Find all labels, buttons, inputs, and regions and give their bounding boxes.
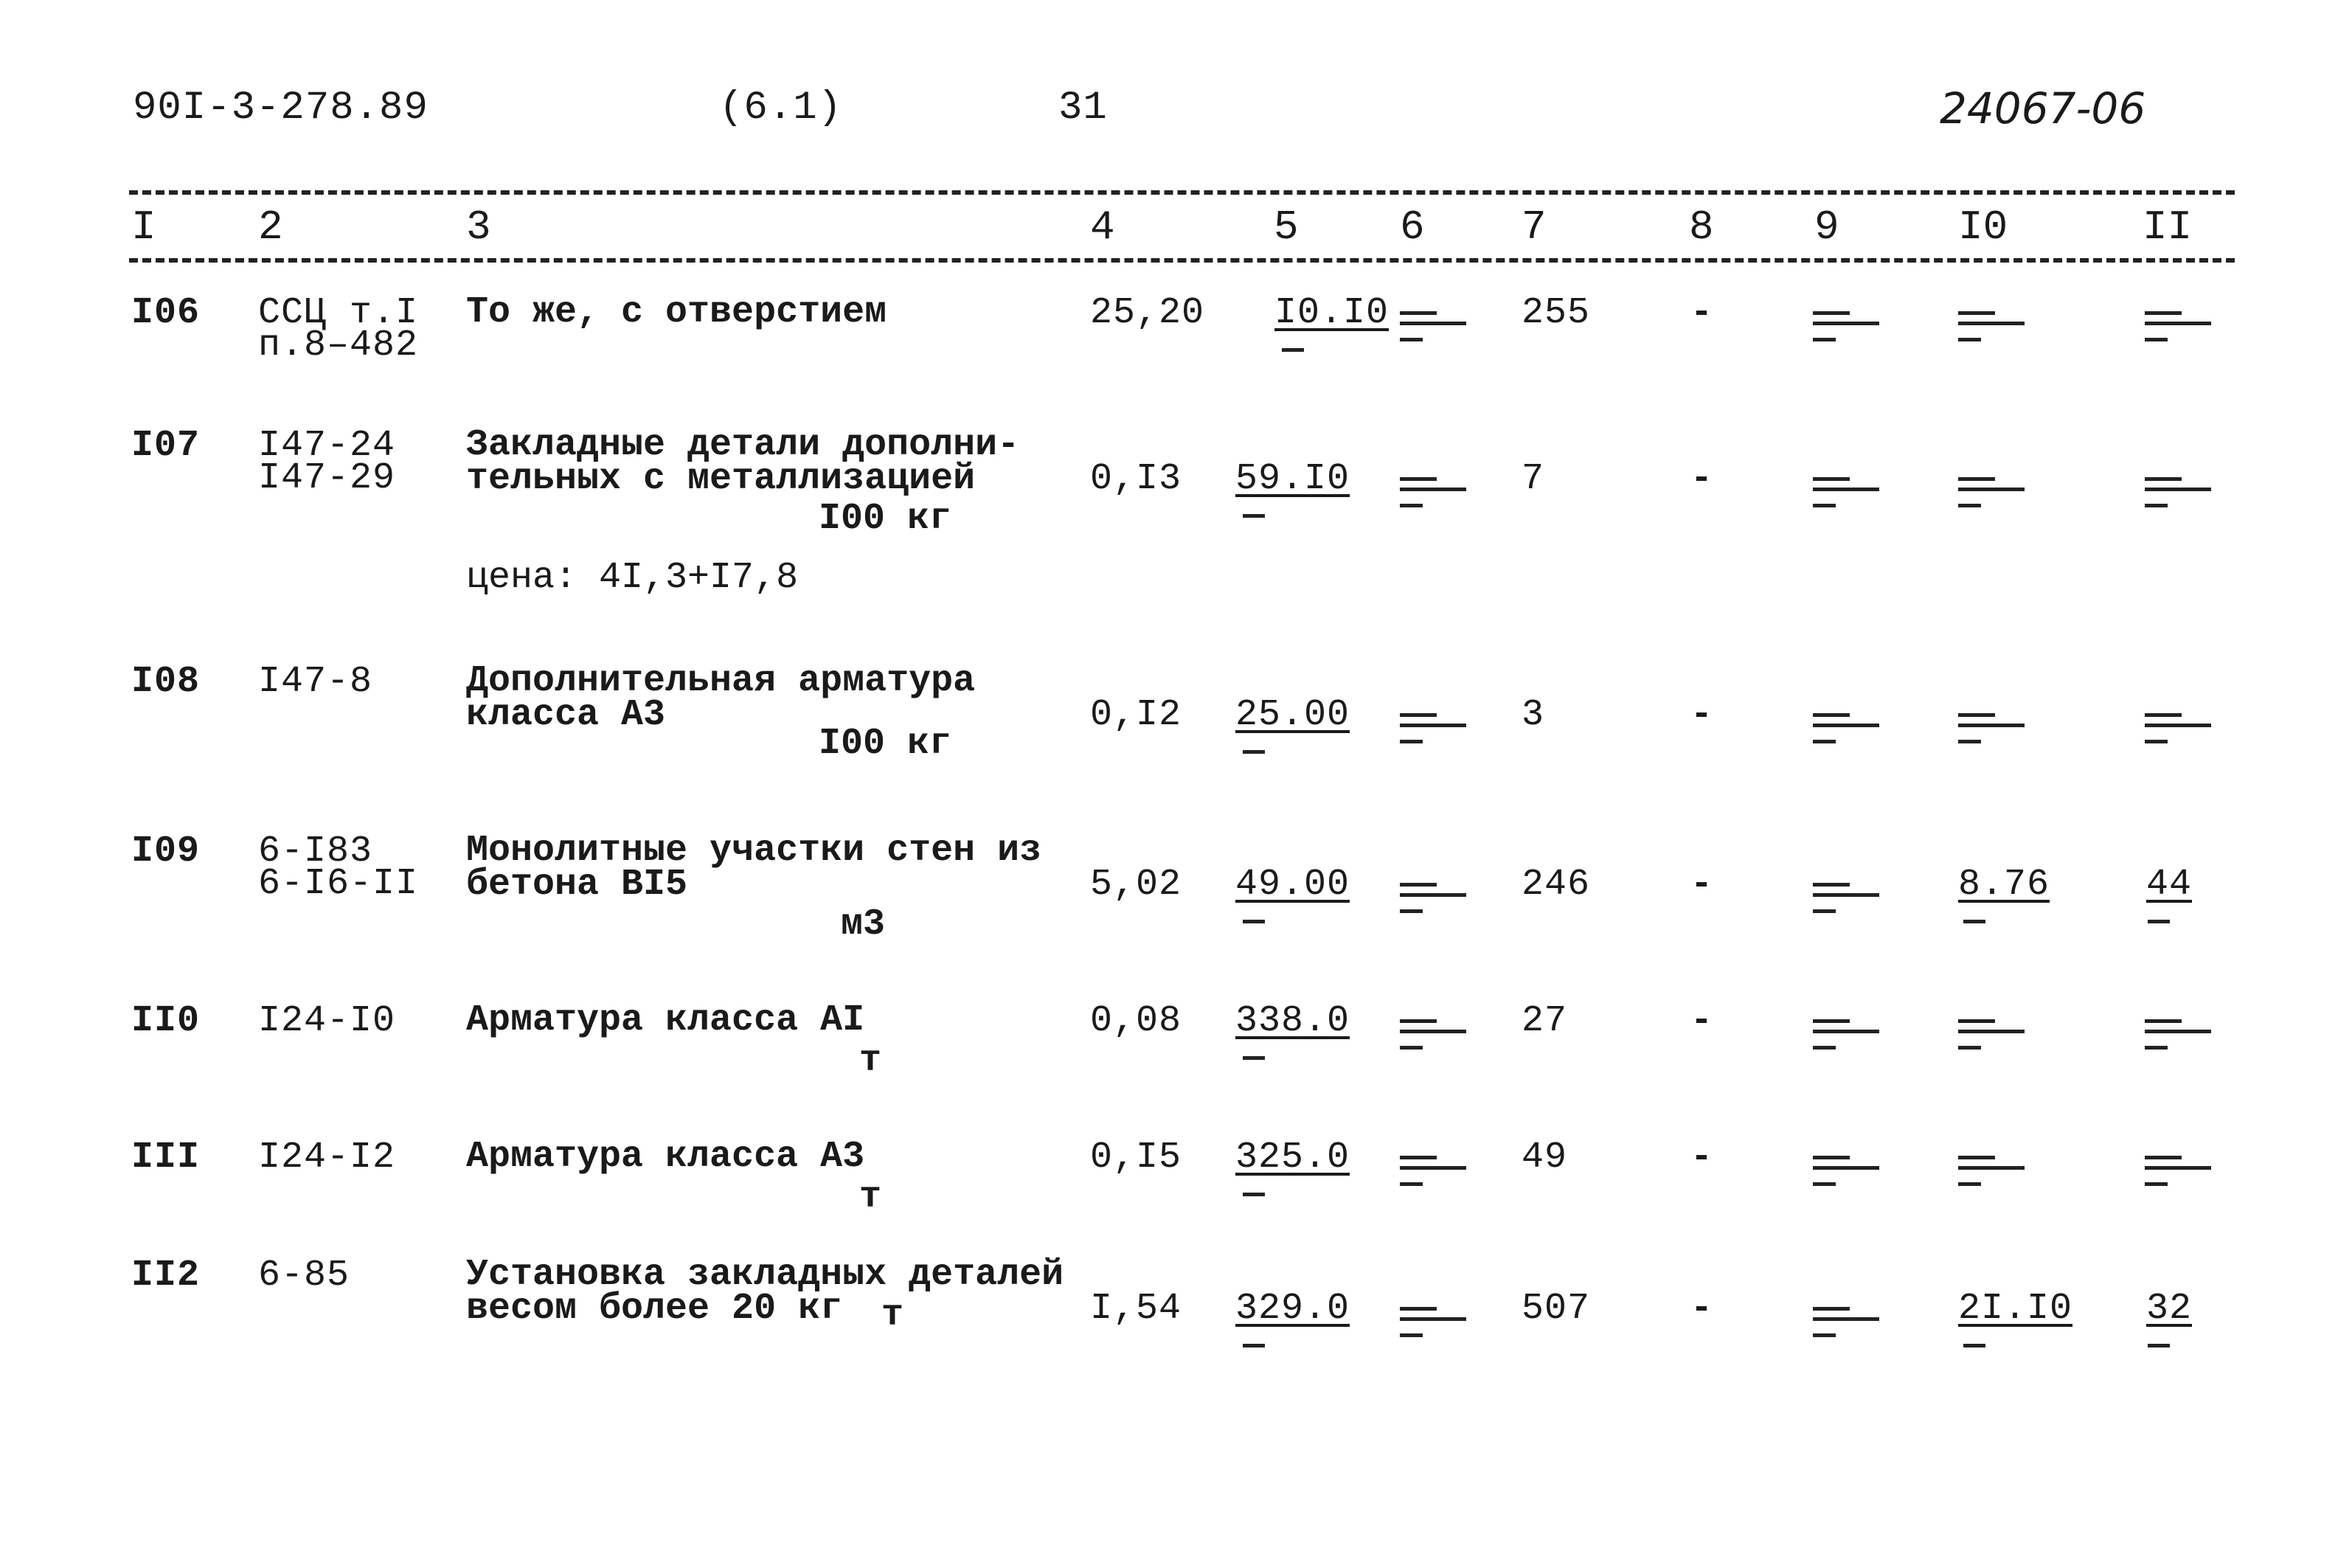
- work-description: класса А3: [466, 694, 666, 736]
- price-code: п.8–482: [258, 325, 419, 367]
- work-description: Закладные детали дополни-: [466, 424, 1020, 466]
- column-header-3: 3: [466, 204, 491, 251]
- column-8-value: -: [1690, 1137, 1714, 1179]
- unit-price: 329.0: [1235, 1288, 1350, 1330]
- work-description: тельных с металлизацией: [466, 458, 976, 500]
- unit-price: 25.00: [1235, 694, 1350, 736]
- row-number: I09: [131, 830, 201, 873]
- column-header-11: II: [2143, 204, 2193, 251]
- dash-mark: [1243, 750, 1265, 754]
- row-number: III: [131, 1137, 201, 1179]
- column-header-10: I0: [1958, 204, 2008, 251]
- total-cost: 255: [1522, 292, 1591, 334]
- unit-of-measure: т: [859, 1040, 882, 1082]
- row-number: II0: [131, 1000, 201, 1042]
- page-number: 31: [1058, 86, 1108, 131]
- price-code: I47-29: [258, 457, 396, 499]
- price-code: I24-I0: [258, 1000, 396, 1042]
- work-description: бетона BI5: [466, 864, 688, 906]
- unit-of-measure: т: [859, 1176, 882, 1218]
- column-8-value: -: [1690, 1288, 1714, 1330]
- dash-mark: [1243, 514, 1265, 518]
- dash-mark: [1963, 920, 1985, 923]
- quantity: 5,02: [1090, 864, 1182, 906]
- price-code: 6-I83: [258, 830, 373, 873]
- column-10-value: 2I.I0: [1958, 1288, 2073, 1330]
- column-header-1: I: [131, 204, 156, 251]
- total-cost: 27: [1522, 1000, 1568, 1042]
- quantity: 0,I5: [1090, 1137, 1182, 1179]
- row-number: I08: [131, 661, 201, 703]
- column-header-6: 6: [1400, 204, 1425, 251]
- dash-mark: [1243, 1344, 1265, 1347]
- header-top-rule: [129, 190, 2235, 195]
- column-header-7: 7: [1522, 204, 1547, 251]
- total-cost: 49: [1522, 1137, 1568, 1179]
- price-code: 6-85: [258, 1255, 350, 1297]
- total-cost: 507: [1522, 1288, 1591, 1330]
- price-code: ССЦ т.I: [258, 292, 419, 334]
- unit-price: I0.I0: [1274, 292, 1390, 334]
- column-8-value: -: [1690, 458, 1714, 500]
- dash-mark: [1282, 348, 1304, 352]
- column-header-9: 9: [1814, 204, 1839, 251]
- price-code: 6-I6-II: [258, 863, 419, 905]
- row-number: I06: [131, 292, 201, 334]
- dash-mark: [1243, 1056, 1265, 1060]
- header-bottom-rule: [129, 258, 2235, 263]
- unit-price: 59.I0: [1235, 458, 1350, 500]
- column-11-value: 44: [2146, 864, 2193, 906]
- unit-of-measure: т: [881, 1294, 904, 1336]
- unit-of-measure: м3: [841, 903, 886, 946]
- column-8-value: -: [1690, 694, 1714, 736]
- total-cost: 246: [1522, 864, 1591, 906]
- dash-mark: [2148, 920, 2170, 923]
- unit-price: 49.00: [1235, 864, 1350, 906]
- dash-mark: [1963, 1344, 1985, 1347]
- work-description: То же, с отверстием: [466, 291, 887, 333]
- work-description: Дополнительная арматура: [466, 660, 976, 702]
- work-description: Монолитные участки стен из: [466, 830, 1042, 872]
- price-note: цена: 4I,3+I7,8: [466, 557, 799, 599]
- total-cost: 7: [1522, 458, 1545, 500]
- column-11-value: 32: [2146, 1288, 2193, 1330]
- unit-price: 325.0: [1235, 1137, 1350, 1179]
- unit-of-measure: I00 кг: [819, 723, 952, 765]
- price-code: I47-8: [258, 661, 373, 703]
- total-cost: 3: [1522, 694, 1545, 736]
- dash-mark: [2148, 1344, 2170, 1347]
- quantity: I,54: [1090, 1288, 1182, 1330]
- quantity: 0,I3: [1090, 458, 1182, 500]
- column-10-value: 8.76: [1958, 864, 2050, 906]
- column-header-5: 5: [1274, 204, 1299, 251]
- work-description: Арматура класса АI: [466, 999, 865, 1041]
- dash-mark: [1243, 1193, 1265, 1196]
- archive-number: 24067-06: [1940, 83, 2146, 133]
- column-header-8: 8: [1689, 204, 1714, 251]
- document-code: 90I-3-278.89: [133, 86, 429, 131]
- dash-mark: [1243, 920, 1265, 923]
- price-code: I24-I2: [258, 1137, 396, 1179]
- work-description: Установка закладных деталей: [466, 1254, 1064, 1296]
- work-description: Арматура класса А3: [466, 1136, 865, 1178]
- price-code: I47-24: [258, 425, 396, 467]
- column-8-value: -: [1690, 1000, 1714, 1042]
- unit-price: 338.0: [1235, 1000, 1350, 1042]
- quantity: 0,08: [1090, 1000, 1182, 1042]
- work-description: весом более 20 кг: [466, 1288, 843, 1330]
- column-header-2: 2: [258, 204, 283, 251]
- column-header-4: 4: [1090, 204, 1115, 251]
- row-number: II2: [131, 1255, 201, 1297]
- column-8-value: -: [1690, 292, 1714, 334]
- quantity: 25,20: [1090, 292, 1205, 334]
- quantity: 0,I2: [1090, 694, 1182, 736]
- section-number: (6.1): [719, 86, 843, 131]
- column-8-value: -: [1690, 864, 1714, 906]
- unit-of-measure: I00 кг: [819, 498, 952, 540]
- row-number: I07: [131, 425, 201, 467]
